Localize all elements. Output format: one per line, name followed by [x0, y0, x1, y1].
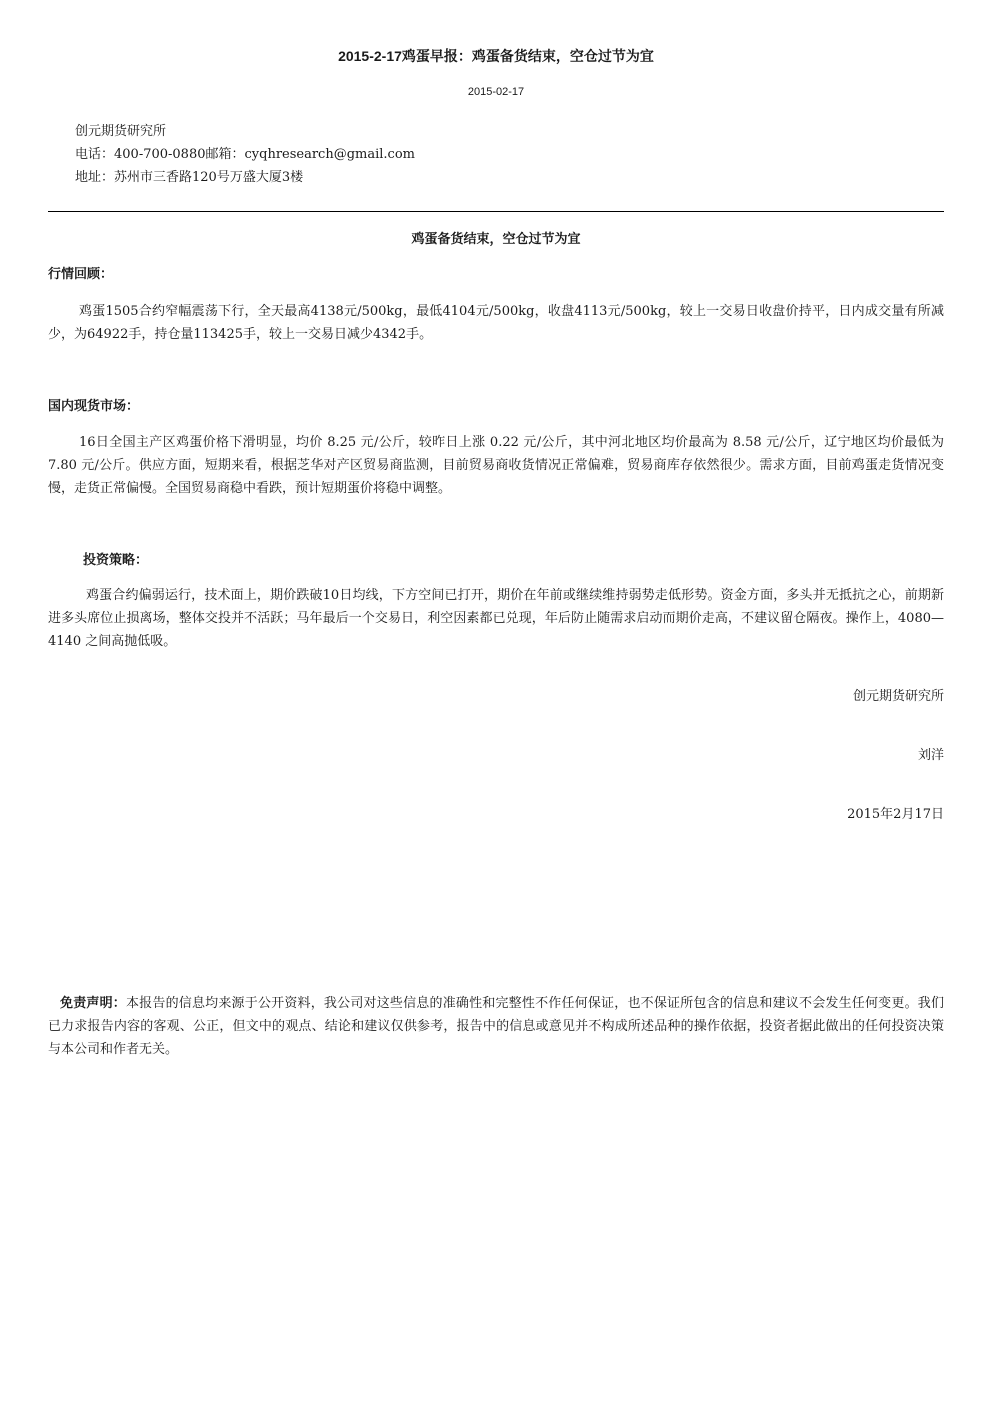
market-review-heading: 行情回顾：	[48, 267, 114, 282]
spot-market-heading: 国内现货市场：	[48, 399, 140, 414]
document-date: 2015-02-17	[467, 86, 525, 98]
header-divider	[48, 211, 944, 212]
disclaimer-label: 免责声明：	[60, 996, 126, 1011]
spot-market-text: 16日全国主产区鸡蛋价格下滑明显，均价 8.25 元/公斤，较昨日上涨 0.22 元/公斤，其中河北地区均价最高为 8.58 元/公斤，辽宁地区均价最低为 7.80 元/公斤。供应方面，短期来看，根据芝华对产区贸易商监测，目前贸易商收货情况正常偏难，贸易商库存依然很少。需求方面，目前鸡蛋走货情况变慢，走货正常偏慢。全国贸易商稳中看跌，预计短期蛋价将稳中调整。	[48, 435, 944, 496]
strategy-text: 鸡蛋合约偏弱运行，技术面上，期价跌破10日均线，下方空间已打开，期价在年前或继续维持弱势走低形势。资金方面，多头并无抵抗之心，前期新进多头席位止损离场，整体交投并不活跃；马年最后一个交易日，利空因素都已兑现，年后防止随需求启动而期价走高，不建议留仓隔夜。操作上，4080—4140 之间高抛低吸。	[48, 588, 944, 649]
disclaimer	[48, 992, 944, 1061]
signature-date: 2015年2月17日	[847, 807, 944, 822]
org-address: 地址：苏州市三香路120号万盛大厦3楼	[75, 170, 304, 185]
document-title: 2015-2-17鸡蛋早报：鸡蛋备货结束，空仓过节为宜	[338, 48, 654, 64]
org-name: 创元期货研究所	[75, 124, 167, 139]
market-review-text: 鸡蛋1505合约窄幅震荡下行，全天最高4138元/500kg，最低4104元/500kg，收盘4113元/500kg，较上一交易日收盘价持平，日内成交量有所减少，为64922手，持仓量113425手，较上一交易日减少4342手。	[48, 304, 944, 342]
strategy-heading: 投资策略：	[83, 553, 149, 568]
org-info	[75, 120, 415, 189]
signature-org: 创元期货研究所	[852, 689, 944, 704]
org-contact: 电话：400-700-0880邮箱：cyqhresearch@gmail.com	[75, 147, 415, 162]
disclaimer-text: 本报告的信息均来源于公开资料，我公司对这些信息的准确性和完整性不作任何保证，也不保证所包含的信息和建议不会发生任何变更。我们已力求报告内容的客观、公正，但文中的观点、结论和建议仅供参考，报告中的信息或意见并不构成所述品种的操作依据，投资者据此做出的任何投资决策与本公司和作者无关。	[48, 996, 944, 1057]
signature-author: 刘洋	[917, 748, 944, 763]
report-headline: 鸡蛋备货结束，空仓过节为宜	[411, 232, 581, 247]
